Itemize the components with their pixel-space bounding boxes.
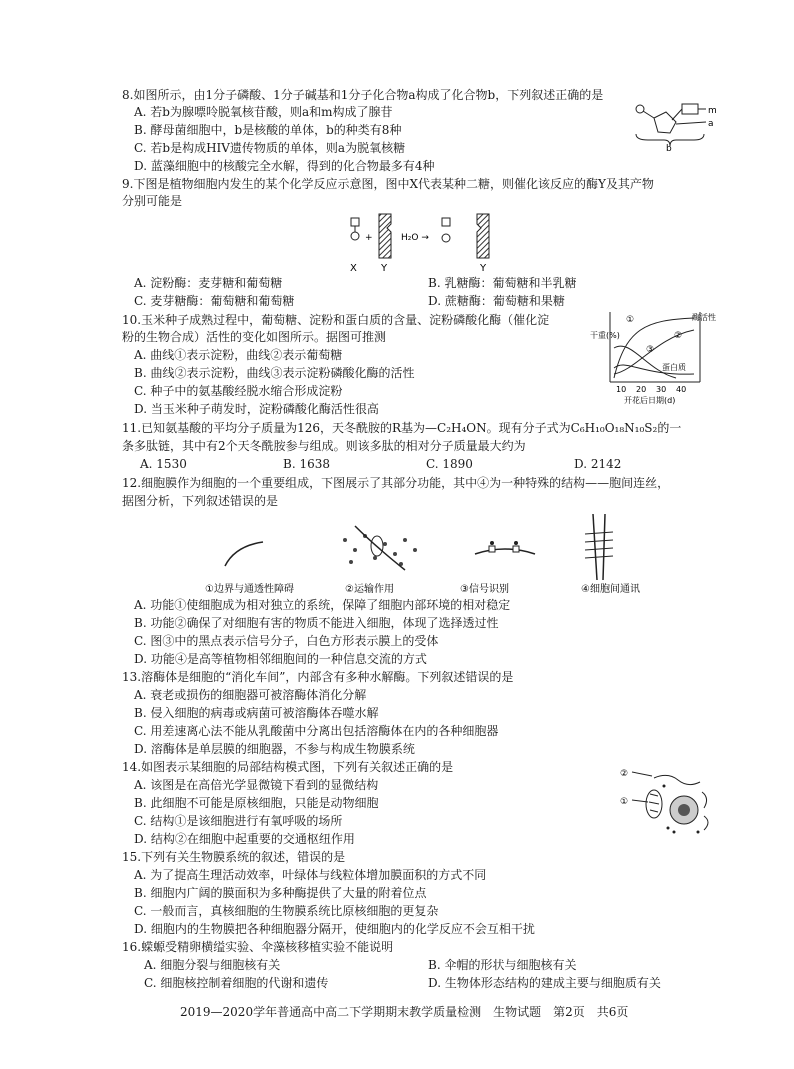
q10-stem-1: 10.玉米种子成熟过程中，葡萄糖、淀粉和蛋白质的含量、淀粉磷酸化酶（催化淀 bbox=[122, 313, 550, 327]
q10-option-a: A. 曲线①表示淀粉，曲线②表示葡萄糖 bbox=[134, 348, 343, 362]
tick-10: 10 bbox=[616, 385, 627, 394]
curve-label-1: ① bbox=[626, 315, 635, 325]
plasmodesmata-illustration bbox=[585, 514, 613, 580]
protein-label: 蛋白质 bbox=[662, 363, 686, 372]
q12-stem-2: 据图分析，下列叙述错误的是 bbox=[122, 494, 279, 508]
q16-option-c: C. 细胞核控制着细胞的代谢和遗传 bbox=[144, 976, 329, 990]
q15-option-a: A. 为了提高生理活动效率，叶绿体与线粒体增加膜面积的方式不同 bbox=[134, 868, 487, 882]
q9-option-d: D. 蔗糖酶：葡萄糖和果糖 bbox=[428, 294, 565, 308]
q11-option-b: B. 1638 bbox=[283, 457, 330, 471]
q14-stem: 14.如图表示某细胞的局部结构模式图，下列有关叙述正确的是 bbox=[122, 760, 454, 774]
q10-option-b: B. 曲线②表示淀粉，曲线③表示淀粉磷酸化酶的活性 bbox=[134, 366, 415, 380]
q16-stem: 16.蝾螈受精卵横缢实验、伞藻核移植实验不能说明 bbox=[122, 940, 394, 954]
seed-content-chart bbox=[586, 308, 716, 405]
q12-option-a: A. 功能①使细胞成为相对独立的系统，保障了细胞内部环境的相对稳定 bbox=[134, 598, 511, 612]
q14-option-c: C. 结构①是该细胞进行有氧呼吸的场所 bbox=[134, 814, 343, 828]
caption-4: ④细胞间通讯 bbox=[581, 584, 640, 595]
curve-label-3: ③ bbox=[646, 345, 655, 355]
q11-option-c: C. 1890 bbox=[426, 457, 473, 471]
q10-option-c: C. 种子中的氨基酸经脱水缩合形成淀粉 bbox=[134, 384, 343, 398]
q9-stem-2: 分别可能是 bbox=[122, 194, 183, 208]
q11-stem-1: 11.已知氨基酸的平均分子质量为126，天冬酰胺的R基为—C₂H₄ON。现有分子式为C₆H₁₀O₁₈N₁₀S₂的一 bbox=[122, 421, 682, 435]
q12-option-d: D. 功能④是高等植物相邻细胞间的一种信息交流的方式 bbox=[134, 652, 427, 666]
plus-sign: + bbox=[365, 233, 373, 243]
q14-option-a: A. 该图是在高倍光学显微镜下看到的显微结构 bbox=[134, 778, 379, 792]
q12-option-c: C. 图③中的黑点表示信号分子，白色方形表示膜上的受体 bbox=[134, 634, 439, 648]
x-axis-label: 开花后日期(d) bbox=[624, 396, 676, 405]
caption-3: ③信号识别 bbox=[460, 584, 509, 595]
q8-option-c: C. 若b是构成HIV遗传物质的单体，则a为脱氧核糖 bbox=[134, 141, 406, 155]
struct-label-1: ① bbox=[620, 797, 629, 807]
label-a: a bbox=[708, 119, 714, 129]
struct-label-2: ② bbox=[620, 769, 629, 779]
q15-stem: 15.下列有关生物膜系统的叙述，错误的是 bbox=[122, 850, 346, 864]
caption-1: ①边界与通透性障碍 bbox=[205, 584, 294, 595]
q13-option-a: A. 衰老或损伤的细胞器可被溶酶体消化分解 bbox=[134, 688, 367, 702]
q12-option-b: B. 功能②确保了对细胞有害的物质不能进入细胞，体现了选择透过性 bbox=[134, 616, 499, 630]
q16-option-d: D. 生物体形态结构的建成主要与细胞质有关 bbox=[428, 976, 661, 990]
q13-option-b: B. 侵入细胞的病毒或病菌可被溶酶体吞噬水解 bbox=[134, 706, 379, 720]
tick-20: 20 bbox=[636, 385, 647, 394]
q8-option-a: A. 若b为腺嘌呤脱氧核苷酸，则a和m构成了腺苷 bbox=[134, 105, 393, 119]
q8-stem: 8.如图所示，由1分子磷酸、1分子碱基和1分子化合物a构成了化合物b，下列叙述正确的是 bbox=[122, 88, 604, 102]
q14-option-b: B. 此细胞不可能是原核细胞，只能是动物细胞 bbox=[134, 796, 379, 810]
label-y2: Y bbox=[480, 263, 487, 274]
enzyme-reaction-figure bbox=[345, 210, 505, 275]
q11-stem-2: 条多肽链，其中有2个天冬酰胺参与组成。则该多肽的相对分子质量最大约为 bbox=[122, 439, 526, 453]
q13-option-c: C. 用差速离心法不能从乳酸菌中分离出包括溶酶体在内的各种细胞器 bbox=[134, 724, 499, 738]
q9-option-a: A. 淀粉酶：麦芽糖和葡萄糖 bbox=[134, 276, 283, 290]
q9-option-b: B. 乳糖酶：葡萄糖和半乳糖 bbox=[428, 276, 577, 290]
q16-option-b: B. 伞帽的形状与细胞核有关 bbox=[428, 958, 577, 972]
q15-option-d: D. 细胞内的生物膜把各种细胞器分隔开，使细胞内的化学反应不会互相干扰 bbox=[134, 922, 535, 936]
transport-illustration bbox=[343, 526, 417, 570]
label-y1: Y bbox=[381, 263, 388, 274]
q14-option-d: D. 结构②在细胞中起重要的交通枢纽作用 bbox=[134, 832, 355, 846]
water-label: H₂O → bbox=[401, 233, 429, 243]
curve-label-2: ② bbox=[674, 331, 683, 341]
q10-option-d: D. 当玉米种子萌发时，淀粉磷酸化酶活性很高 bbox=[134, 402, 379, 416]
q13-stem: 13.溶酶体是细胞的“消化车间”，内部含有多种水解酶。下列叙述错误的是 bbox=[122, 670, 514, 684]
tick-30: 30 bbox=[656, 385, 667, 394]
q8-option-d: D. 蓝藻细胞中的核酸完全水解，得到的化合物最多有4种 bbox=[134, 159, 435, 173]
q9-stem-1: 9.下图是植物细胞内发生的某个化学反应示意图，图中X代表某种二糖，则催化该反应的酶Y及其产物 bbox=[122, 177, 654, 191]
y-label-left: 干重(%) bbox=[590, 331, 620, 340]
tick-40: 40 bbox=[676, 385, 687, 394]
signal-illustration bbox=[475, 541, 535, 554]
q15-option-c: C. 一般而言，真核细胞的生物膜系统比原核细胞的更复杂 bbox=[134, 904, 439, 918]
q10-stem-2: 粉的生物合成）活性的变化如图所示。据图可推测 bbox=[122, 330, 387, 344]
q12-stem-1: 12.细胞膜作为细胞的一个重要组成，下图展示了其部分功能，其中④为一种特殊的结构——胞间连丝， bbox=[122, 476, 670, 490]
y-label-right: 酶活性 bbox=[692, 313, 716, 322]
nucleotide-figure bbox=[628, 100, 718, 152]
q11-option-a: A. 1530 bbox=[140, 457, 187, 471]
membrane-functions-figure bbox=[205, 510, 675, 595]
q13-option-d: D. 溶酶体是单层膜的细胞器，不参与构成生物膜系统 bbox=[134, 742, 415, 756]
caption-2: ②运输作用 bbox=[345, 584, 394, 595]
q9-option-c: C. 麦芽糖酶：葡萄糖和葡萄糖 bbox=[134, 294, 295, 308]
label-x: X bbox=[350, 263, 357, 274]
q15-option-b: B. 细胞内广阔的膜面积为多种酶提供了大量的附着位点 bbox=[134, 886, 427, 900]
label-b: b bbox=[666, 144, 672, 154]
cell-structure-figure bbox=[618, 762, 718, 842]
q11-option-d: D. 2142 bbox=[574, 457, 622, 471]
q8-option-b: B. 酵母菌细胞中，b是核酸的单体，b的种类有8种 bbox=[134, 123, 402, 137]
page-footer: 2019—2020学年普通高中高二下学期期末教学质量检测 生物试题 第2页 共6页 bbox=[180, 1005, 629, 1019]
q16-option-a: A. 细胞分裂与细胞核有关 bbox=[144, 958, 281, 972]
label-m: m bbox=[708, 106, 717, 116]
